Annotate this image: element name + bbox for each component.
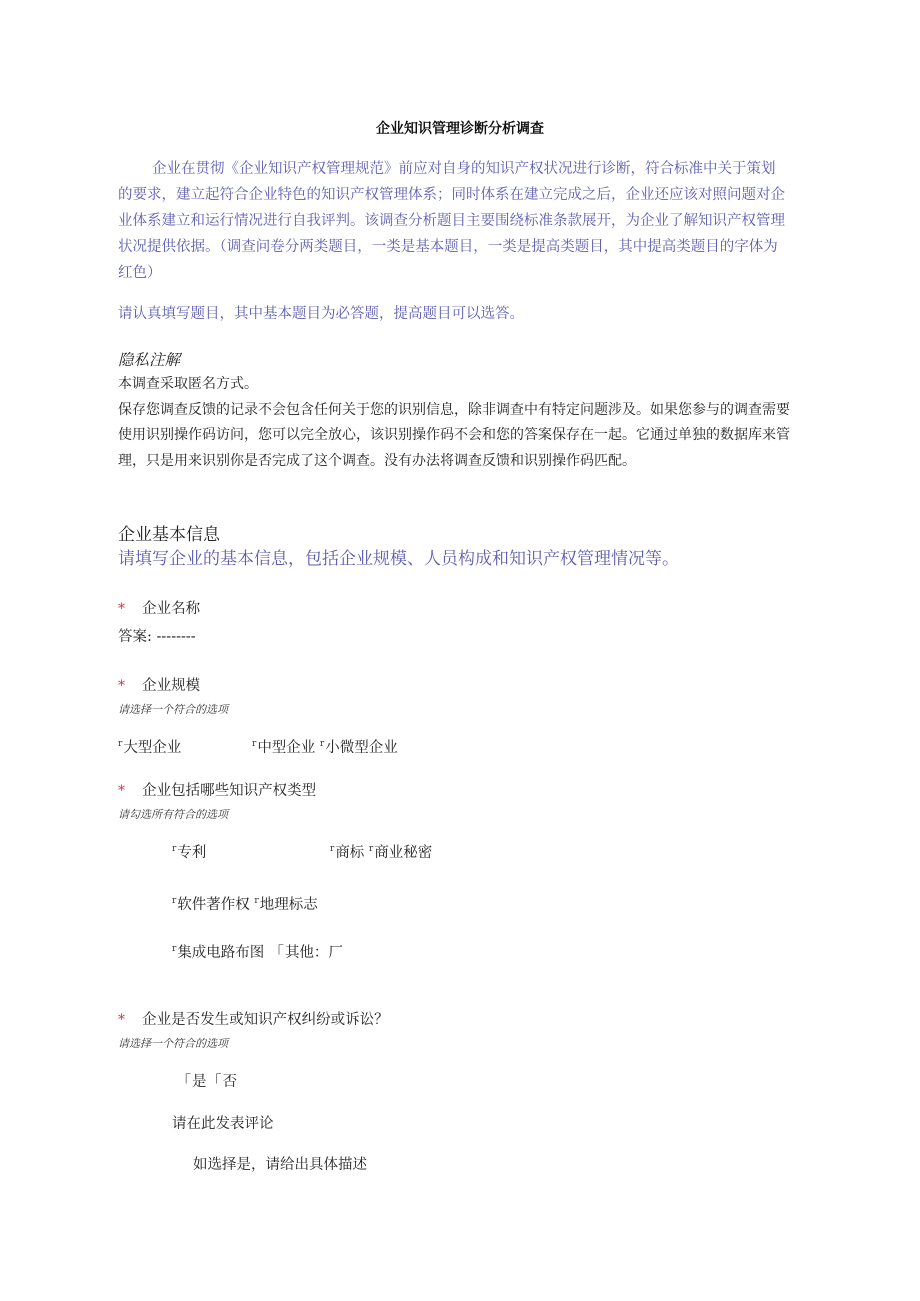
question-label: 企业包括哪些知识产权类型 <box>142 783 317 799</box>
comment-label: 请在此发表评论 <box>172 1116 274 1132</box>
question-ip-types <box>118 779 316 800</box>
option-label: 小微型企业 <box>325 740 398 756</box>
page-title: 企业知识管理诊断分析调查 <box>376 121 544 137</box>
required-asterisk: * <box>118 678 125 694</box>
required-asterisk: * <box>118 783 125 799</box>
option-label: 地理标志 <box>259 897 318 913</box>
privacy-body <box>118 372 790 474</box>
checkbox-icon[interactable]: r <box>254 896 259 906</box>
question-hint: 请选择一个符合的选项 <box>118 703 228 716</box>
option-label: 其他： <box>284 945 329 961</box>
option-medium[interactable] <box>252 736 398 757</box>
checkbox-icon[interactable]: 「 <box>268 943 284 961</box>
answer-company-name[interactable] <box>118 625 196 646</box>
checkbox-icon[interactable]: r <box>368 844 374 854</box>
option-label: 中型企业 <box>257 740 316 756</box>
radio-icon[interactable]: r <box>252 739 257 749</box>
radio-icon[interactable]: 「 <box>176 1072 192 1090</box>
question-hint: 请选择一个符合的选项 <box>118 1037 228 1050</box>
radio-icon[interactable]: r <box>319 739 325 749</box>
instruction-notice: 请认真填写题目，其中基本题目为必答题，提高题目可以选答。 <box>118 306 524 322</box>
answer-label: 答案: <box>118 629 152 645</box>
radio-icon[interactable]: r <box>118 739 123 749</box>
option-label: 软件著作权 <box>177 897 250 913</box>
question-hint: 请勾选所有符合的选项 <box>118 808 228 821</box>
comment-hint: 如选择是，请给出具体描述 <box>193 1157 367 1173</box>
other-input[interactable]: 厂 <box>328 945 343 961</box>
option-label: 商业秘密 <box>374 845 433 861</box>
checkbox-icon[interactable]: r <box>172 944 177 954</box>
option-trademark[interactable] <box>330 841 432 862</box>
option-large[interactable] <box>118 736 181 757</box>
answer-value[interactable]: -------- <box>156 629 196 645</box>
option-label: 否 <box>222 1074 238 1090</box>
checkbox-icon[interactable]: r <box>172 896 177 906</box>
option-yes-no[interactable] <box>176 1070 237 1091</box>
option-label: 专利 <box>177 845 207 861</box>
section-title: 企业基本信息 <box>118 525 220 545</box>
option-ic-layout[interactable] <box>172 941 343 962</box>
radio-icon[interactable]: 「 <box>206 1072 222 1090</box>
required-asterisk: * <box>118 1012 125 1028</box>
option-label: 是 <box>192 1074 207 1090</box>
option-label: 集成电路布图 <box>177 945 265 961</box>
required-asterisk: * <box>118 601 125 617</box>
checkbox-icon[interactable]: r <box>172 844 177 854</box>
privacy-line-details: 保存您调查反馈的记录不会包含任何关于您的识别信息，除非调查中有特定问题涉及。如果您参与的调查需要使用识别操作码访问，您可以完全放心，该识别操作码不会和您的答案保存在一起。它通过单独的数据库来管理，只是用来识别你是否完成了这个调查。没有办法将调查反馈和识别操作码匹配。 <box>118 401 790 469</box>
section-subtitle: 请填写企业的基本信息，包括企业规模、人员构成和知识产权管理情况等。 <box>118 549 679 569</box>
checkbox-icon[interactable]: r <box>330 844 335 854</box>
question-ip-dispute <box>118 1008 389 1029</box>
intro-paragraph: 企业在贯彻《企业知识产权管理规范》前应对自身的知识产权状况进行诊断，符合标准中关于策划的要求，建立起符合企业特色的知识产权管理体系；同时体系在建立完成之后，企业还应该对照问题对企业体系建立和运行情况进行自我评判。该调查分析题目主要围绕标准条款展开，为企业了解知识产权管理状况提供依据。（调查问卷分两类题目，一类是基本题目，一类是提高类题目，其中提高类题目的字体为红色） <box>118 161 785 281</box>
option-patent[interactable] <box>172 841 206 862</box>
question-company-name <box>118 597 200 618</box>
privacy-line-anonymous: 本调查采取匿名方式。 <box>118 376 258 392</box>
option-label: 大型企业 <box>123 740 182 756</box>
privacy-title: 隐私注解 <box>118 351 181 369</box>
question-label: 企业规模 <box>142 678 201 694</box>
option-label: 商标 <box>335 845 365 861</box>
question-label: 企业名称 <box>142 601 201 617</box>
question-company-size <box>118 674 200 695</box>
question-label: 企业是否发生或知识产权纠纷或诉讼？ <box>142 1012 389 1028</box>
option-software-copyright[interactable] <box>172 893 318 914</box>
